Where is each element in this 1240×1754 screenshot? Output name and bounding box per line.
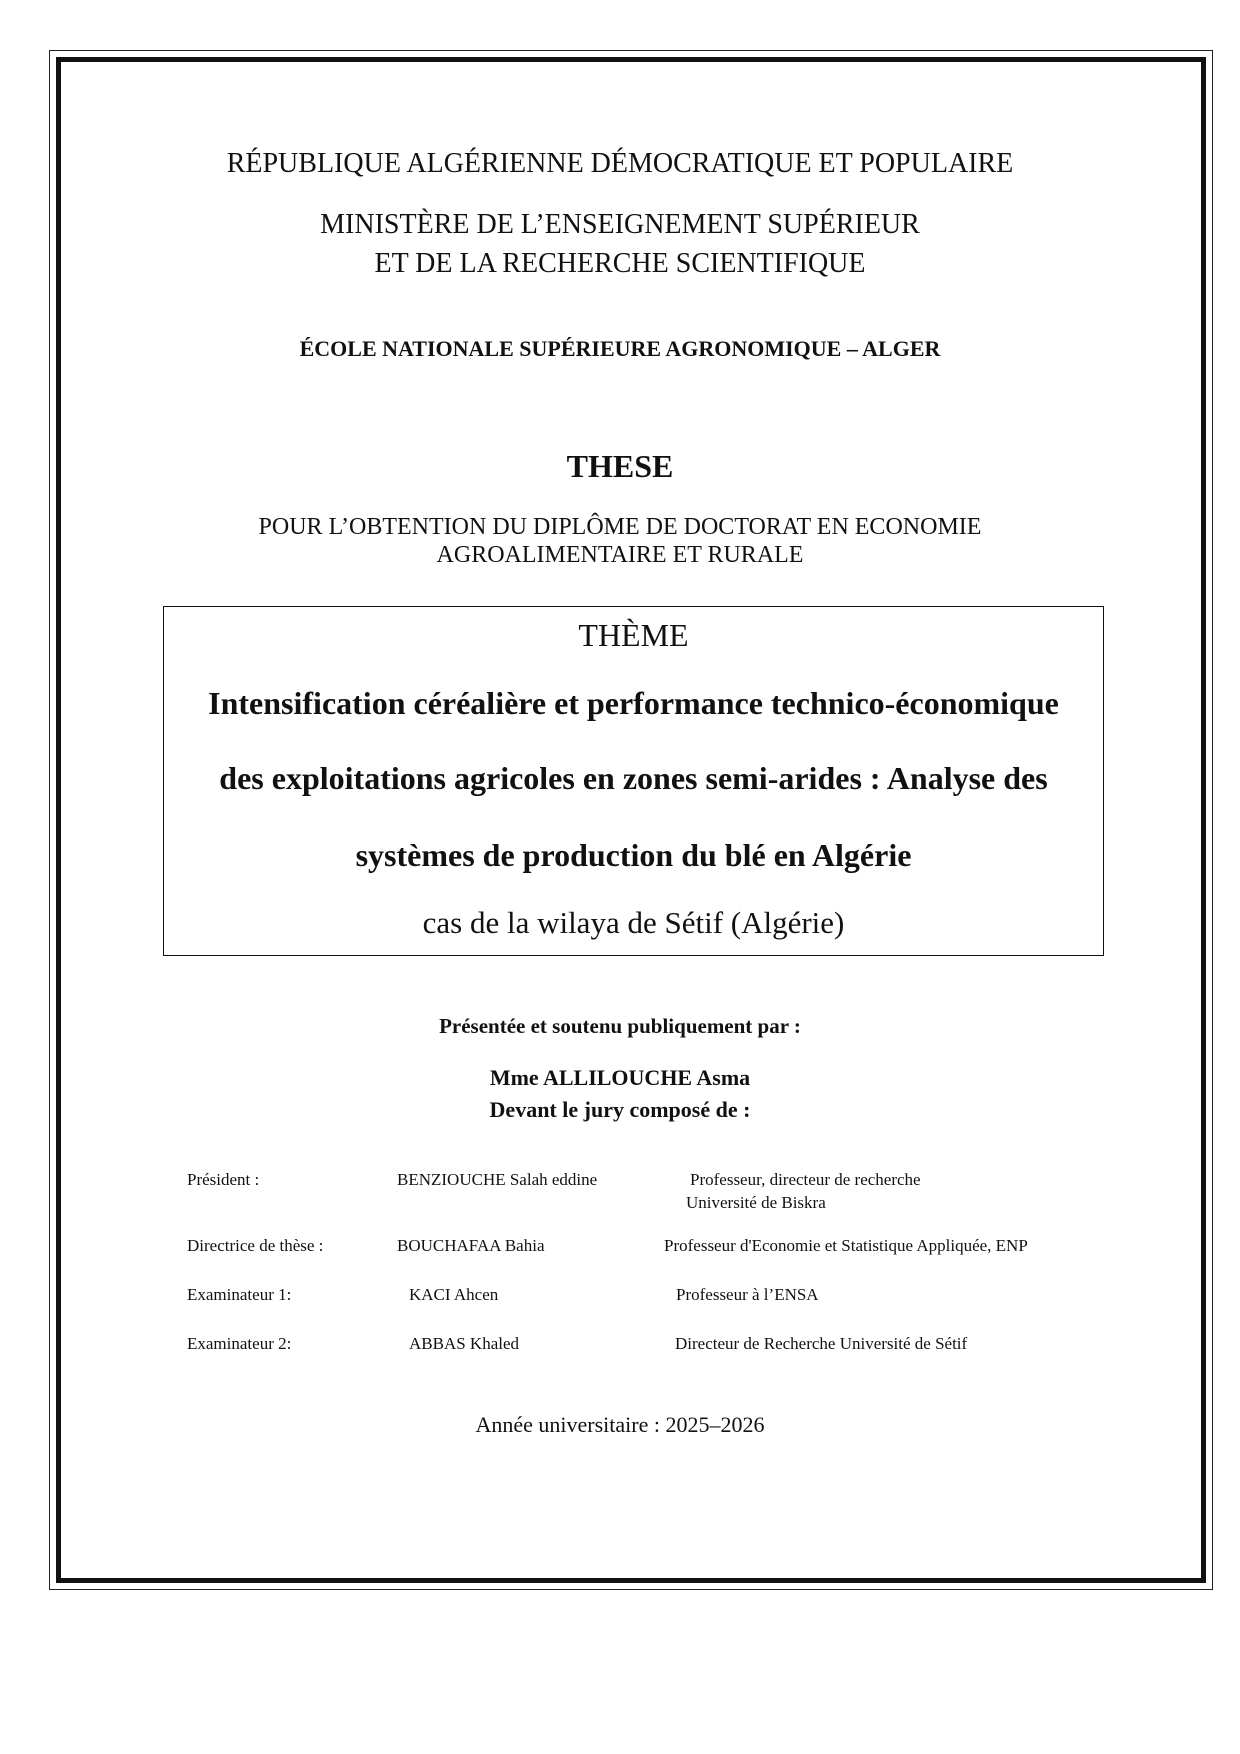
jury-member-name: BENZIOUCHE Salah eddine (397, 1170, 598, 1189)
jury-member-name: BOUCHAFAA Bahia (397, 1236, 545, 1255)
thesis-purpose-line1: POUR L’OBTENTION DU DIPLÔME DE DOCTORAT EN ECONOMIE (258, 514, 982, 540)
theme-label: THÈME (578, 617, 689, 653)
jury-member-name: KACI Ahcen (409, 1285, 499, 1304)
jury-member-name: ABBAS Khaled (409, 1334, 520, 1353)
thesis-type: THESE (566, 448, 674, 484)
school-name: ÉCOLE NATIONALE SUPÉRIEURE AGRONOMIQUE – ALGER (299, 336, 941, 361)
jury-role: Président : (187, 1170, 260, 1189)
thesis-purpose-line2: AGROALIMENTAIRE ET RURALE (436, 542, 804, 568)
theme-case-study: cas de la wilaya de Sétif (Algérie) (422, 905, 845, 940)
jury-member-title: Directeur de Recherche Université de Sétif (675, 1334, 968, 1353)
academic-year: Année universitaire : 2025–2026 (475, 1412, 765, 1437)
jury-role: Examinateur 1: (187, 1285, 292, 1304)
republic-heading: RÉPUBLIQUE ALGÉRIENNE DÉMOCRATIQUE ET POPULAIRE (226, 148, 1014, 179)
theme-box (163, 606, 1104, 956)
jury-role: Examinateur 2: (187, 1334, 292, 1353)
jury-member-title: Professeur, directeur de recherche (690, 1170, 921, 1189)
presented-by: Présentée et soutenu publiquement par : (439, 1014, 801, 1038)
theme-title-line1: Intensification céréalière et performance technico-économique (208, 685, 1059, 721)
theme-title-line2: des exploitations agricoles en zones semi-arides : Analyse des (219, 760, 1048, 796)
jury-role: Directrice de thèse : (187, 1236, 324, 1255)
author-name: Mme ALLILOUCHE Asma (489, 1065, 751, 1090)
ministry-heading-line1: MINISTÈRE DE L’ENSEIGNEMENT SUPÉRIEUR (320, 209, 920, 240)
jury-member-title: Professeur à l’ENSA (676, 1285, 819, 1304)
jury-intro: Devant le jury composé de : (489, 1097, 751, 1122)
theme-title-line3: systèmes de production du blé en Algérie (355, 837, 912, 873)
jury-member-title: Professeur d'Economie et Statistique Appliquée, ENP (664, 1236, 1028, 1255)
ministry-heading-line2: ET DE LA RECHERCHE SCIENTIFIQUE (374, 248, 866, 279)
jury-member-affiliation: Université de Biskra (686, 1193, 826, 1212)
